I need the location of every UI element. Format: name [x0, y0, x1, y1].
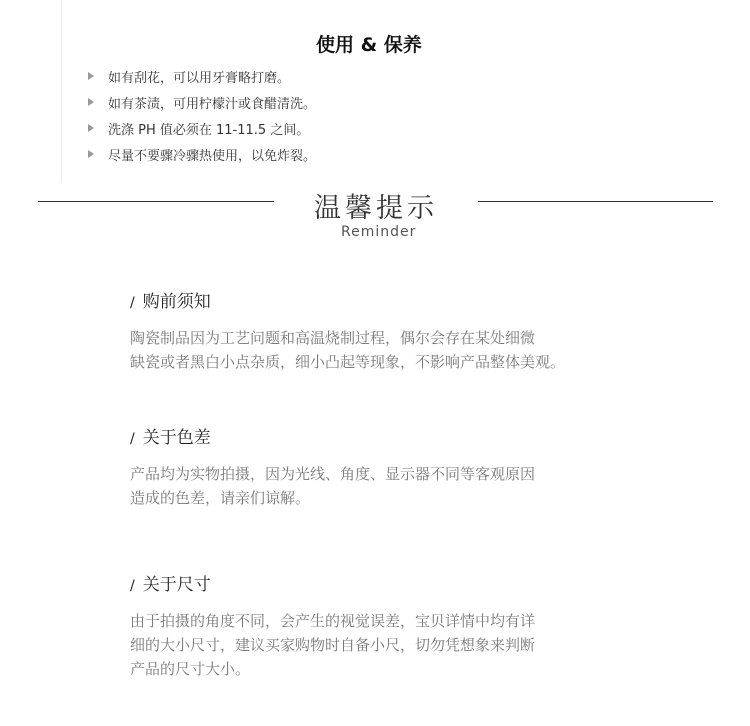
- triangle-bullet-icon: [88, 72, 94, 80]
- slash-icon: /: [130, 431, 135, 447]
- line: 产品的尺寸大小。: [130, 660, 251, 678]
- line: 造成的色差，请亲们谅解。: [130, 489, 311, 507]
- section-body: [130, 462, 630, 510]
- section-before-purchase: [130, 287, 630, 374]
- section-size: [130, 570, 630, 681]
- line: 由于拍摄的角度不同，会产生的视觉误差，宝贝详情中均有详: [130, 612, 536, 630]
- item-text: 洗涤 PH 值必须在 11-11.5 之间。: [108, 122, 310, 138]
- section-body: [130, 609, 630, 681]
- section-title: 关于色差: [142, 428, 211, 448]
- slash-icon: /: [130, 295, 135, 311]
- triangle-bullet-icon: [88, 98, 94, 106]
- triangle-bullet-icon: [88, 150, 94, 158]
- section-title: 关于尺寸: [142, 575, 211, 595]
- list-item: [88, 141, 316, 167]
- section-heading: [130, 423, 630, 448]
- reminder-subtitle: Reminder: [341, 224, 417, 240]
- care-title-text: 使用 & 保养: [316, 34, 422, 56]
- item-text: 尽量不要骤冷骤热使用，以免炸裂。: [108, 148, 317, 164]
- list-item: [88, 115, 316, 141]
- list-item: [88, 63, 316, 89]
- divider-right: [478, 201, 713, 202]
- line: 产品均为实物拍摄，因为光线、角度、显示器不同等客观原因: [130, 465, 536, 483]
- section-title: 购前须知: [142, 292, 211, 312]
- line: 缺瓷或者黑白小点杂质，细小凸起等现象，不影响产品整体美观。: [130, 353, 566, 371]
- care-list: [88, 63, 316, 167]
- list-item: [88, 89, 316, 115]
- section-body: [130, 326, 630, 374]
- triangle-bullet-icon: [88, 124, 94, 132]
- line: 陶瓷制品因为工艺问题和高温烧制过程，偶尔会存在某处细微: [130, 329, 536, 347]
- reminder-title: 温馨提示: [314, 193, 438, 224]
- divider: [61, 0, 62, 182]
- item-text: 如有茶渍，可用柠檬汁或食醋清洗。: [108, 96, 317, 112]
- item-text: 如有刮花，可以用牙膏略打磨。: [108, 70, 291, 86]
- divider-left: [38, 201, 274, 202]
- section-heading: [130, 287, 630, 312]
- line: 细的大小尺寸，建议买家购物时自备小尺，切勿凭想象来判断: [130, 636, 536, 654]
- slash-icon: /: [130, 578, 135, 594]
- section-color-difference: [130, 423, 630, 510]
- section-heading: [130, 570, 630, 595]
